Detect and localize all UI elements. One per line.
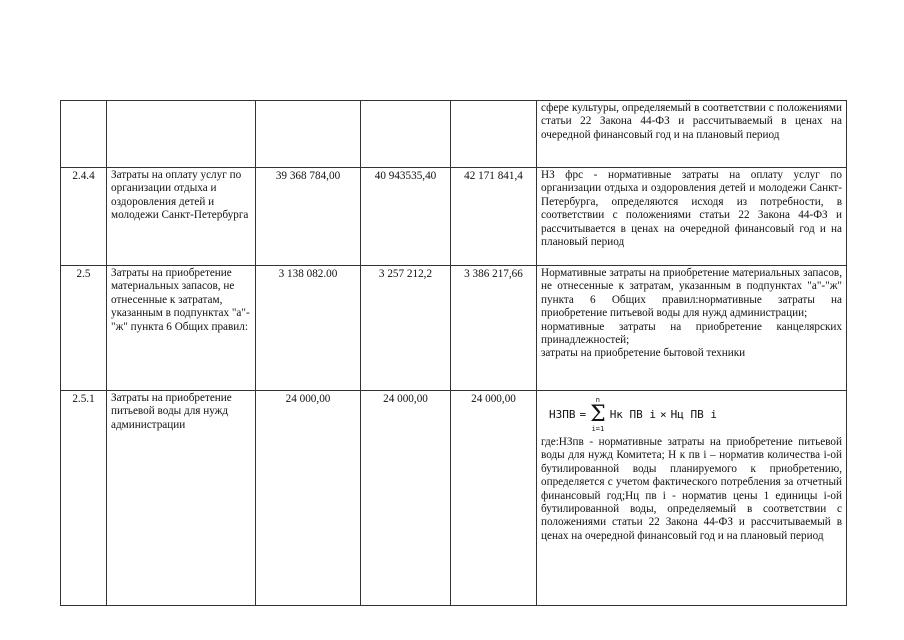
formula-term-2: Нц ПВ i <box>670 408 718 422</box>
formula-eq: = <box>579 408 587 422</box>
row-description <box>537 391 847 606</box>
row-name: Затраты на приобретение материальных запасов, не отнесенные к затратам, указанным в подпунктах "а"-"ж" пункта 6 Общих правил: <box>107 266 256 391</box>
value-year-2 <box>361 101 451 168</box>
formula-explanation: где:НЗпв - нормативные затраты на приобретение питьевой воды для нужд Комитета; Н к пв i – норматив количества i-ой бутилированной воды планируемого к приобретению, определяется с учетом фактического потребления за отчетный финансовый год;Нц пв i - норматив цены 1 единицы i-ой бутилированной воды, определяемый в соответствии с положениями статьи 22 Закона 44-ФЗ и рассчитываемый в ценах на очередной финансовый год и на плановый период <box>541 436 842 542</box>
value-year-1: 3 138 082.00 <box>256 266 361 391</box>
formula <box>541 392 842 436</box>
row-description: НЗ фрс - нормативные затраты на оплату услуг по организации отдыха и оздоровления детей и молодежи Санкт-Петербурга, определяются исходя из потребности, в соответствии с положениями статьи 22 Закона 44-ФЗ и рассчитывается в ценах на очередной финансовый год и на плановый период <box>537 168 847 266</box>
value-year-1: 24 000,00 <box>256 391 361 606</box>
row-name <box>107 101 256 168</box>
row-number <box>61 101 107 168</box>
formula-lhs: НЗПВ <box>549 408 576 422</box>
value-year-3: 42 171 841,4 <box>451 168 537 266</box>
row-name: Затраты на оплату услуг по организации отдыха и оздоровления детей и молодежи Санкт-Петербурга <box>107 168 256 266</box>
value-year-2: 40 943535,40 <box>361 168 451 266</box>
formula-times: × <box>660 408 667 422</box>
row-number: 2.5 <box>61 266 107 391</box>
sigma-icon: Σ <box>590 402 606 427</box>
value-year-3: 3 386 217,66 <box>451 266 537 391</box>
sum-lower: i=1 <box>591 425 605 433</box>
description-line: нормативные затраты на приобретение канцелярских принадлежностей; <box>541 320 842 347</box>
sum-symbol <box>590 396 606 434</box>
row-description: сфере культуры, определяемый в соответствии с положениями статьи 22 Закона 44-ФЗ и рассчитываемый в ценах на очередной финансовый год и на плановый период <box>537 101 847 168</box>
value-year-3: 24 000,00 <box>451 391 537 606</box>
row-description <box>537 266 847 391</box>
table-row <box>61 101 847 168</box>
sum-upper: n <box>595 396 601 404</box>
row-name: Затраты на приобретение питьевой воды для нужд администрации <box>107 391 256 606</box>
table-row <box>61 168 847 266</box>
value-year-2: 3 257 212,2 <box>361 266 451 391</box>
description-line: затраты на приобретение бытовой техники <box>541 347 746 360</box>
table-row <box>61 391 847 606</box>
value-year-1 <box>256 101 361 168</box>
value-year-1: 39 368 784,00 <box>256 168 361 266</box>
value-year-3 <box>451 101 537 168</box>
row-number: 2.5.1 <box>61 391 107 606</box>
cost-norms-table <box>60 100 847 606</box>
table-row <box>61 266 847 391</box>
row-number: 2.4.4 <box>61 168 107 266</box>
formula-term-1: Нк ПВ i <box>609 408 657 422</box>
value-year-2: 24 000,00 <box>361 391 451 606</box>
description-line: Нормативные затраты на приобретение материальных запасов, не отнесенные к затратам, указанным в подпунктах "а"-"ж" пункта 6 Общих правил:нормативные затраты на приобретение питьевой воды для нужд администрации; <box>541 267 842 320</box>
